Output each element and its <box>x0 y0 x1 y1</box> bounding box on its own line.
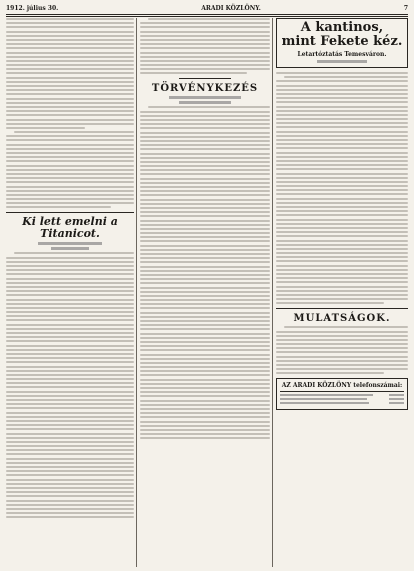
article-text-block <box>276 72 408 304</box>
column-right <box>276 18 408 567</box>
page-header <box>6 2 408 15</box>
kantinos-article-box <box>276 18 408 68</box>
column-divider-1 <box>136 18 137 567</box>
phone-ad-row <box>280 394 404 396</box>
column-divider-2 <box>272 18 273 567</box>
kantinos-subheading: Letartóztatás Temesváron. <box>297 51 387 58</box>
article-subtitle <box>169 96 241 99</box>
header-rule <box>6 16 408 17</box>
mulatsagok-heading: MULATSÁGOK. <box>293 313 391 325</box>
article-text-block <box>140 18 270 74</box>
issue-date: 1912. július 30. <box>6 4 59 12</box>
section-rule <box>276 308 408 309</box>
phone-numbers-ad <box>276 378 408 410</box>
page-number: 7 <box>403 4 408 12</box>
article-subtitle <box>317 60 367 63</box>
article-byline <box>51 247 89 250</box>
article-subtitle <box>38 242 102 245</box>
kantinos-title-2: mint Fekete kéz. <box>281 34 403 49</box>
kantinos-title-1: A kantinos, <box>300 20 384 35</box>
article-text-block <box>6 18 134 208</box>
article-subtitle <box>179 101 231 104</box>
torvenykezes-heading: TÖRVÉNYKEZÉS <box>151 83 259 95</box>
section-rule <box>179 78 231 79</box>
article-text-block <box>276 326 408 374</box>
phone-ad-row <box>280 398 404 400</box>
article-text-block <box>140 106 270 439</box>
masthead-title: ARADI KÖZLÖNY. <box>201 4 261 12</box>
article-text-block <box>6 252 134 518</box>
column-middle <box>140 18 270 567</box>
phone-ad-heading: AZ ARADI KÖZLÖNY telefonszámai: <box>280 382 404 392</box>
column-left <box>6 18 134 567</box>
section-rule <box>6 212 134 213</box>
titanic-article-heading: Ki lett emelni a Titanicot. <box>22 215 118 241</box>
phone-ad-row <box>280 402 404 404</box>
